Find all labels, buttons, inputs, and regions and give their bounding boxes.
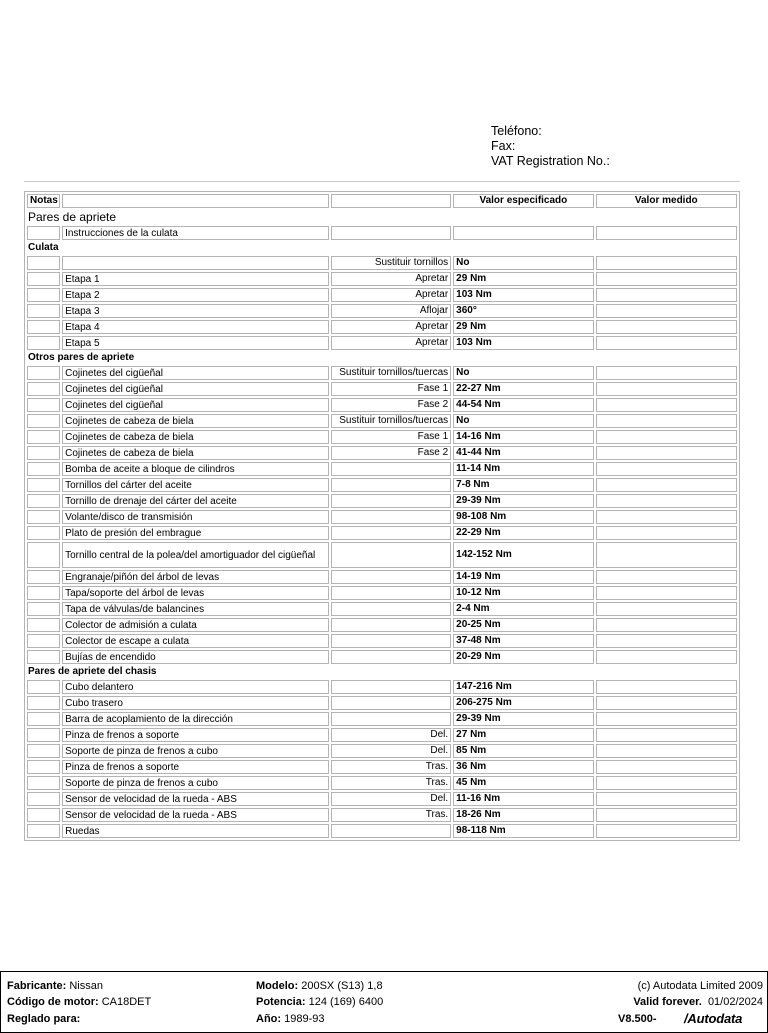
table-row [27, 462, 737, 476]
measured-value-cell [596, 808, 737, 822]
table-row [27, 272, 737, 286]
fax-label: Fax: [491, 139, 516, 153]
power-value: 124 (169) 6400 [308, 996, 384, 1008]
table-row [27, 586, 737, 600]
notes-cell [27, 760, 60, 774]
specified-value-cell: 14-16 Nm [453, 430, 593, 444]
condition-cell [331, 602, 451, 616]
measured-value-cell [596, 650, 737, 664]
specified-value-cell: No [453, 414, 593, 428]
specified-value-cell: 22-27 Nm [453, 382, 593, 396]
description-cell: Tornillo central de la polea/del amortiguador del cigüeñal [62, 542, 329, 568]
condition-cell: Fase 2 [331, 398, 451, 412]
specified-value-cell: 206-275 Nm [453, 696, 593, 710]
condition-cell [331, 510, 451, 524]
description-cell: Etapa 1 [62, 272, 329, 286]
condition-cell [331, 696, 451, 710]
description-cell: Cubo trasero [62, 696, 329, 710]
table-row [27, 256, 737, 270]
measured-value-cell [596, 272, 737, 286]
table-row [27, 320, 737, 334]
model-value: 200SX (S13) 1,8 [301, 980, 383, 992]
notes-cell [27, 728, 60, 742]
measured-value-cell [596, 382, 737, 396]
measured-value-cell [596, 542, 737, 568]
table-row [27, 792, 737, 806]
notes-cell [27, 462, 60, 476]
table-row [27, 808, 737, 822]
condition-cell: Sustituir tornillos/tuercas [331, 414, 451, 428]
measured-value-cell [596, 256, 737, 270]
notes-cell [27, 366, 60, 380]
condition-cell [331, 586, 451, 600]
description-cell: Cojinetes de cabeza de biela [62, 446, 329, 460]
specified-value-cell: 20-29 Nm [453, 650, 593, 664]
notes-cell [27, 272, 60, 286]
description-cell: Bomba de aceite a bloque de cilindros [62, 462, 329, 476]
condition-cell [331, 478, 451, 492]
specified-value-cell: 37-48 Nm [453, 634, 593, 648]
measured-value-cell [596, 510, 737, 524]
description-cell [62, 256, 329, 270]
measured-value-cell [596, 618, 737, 632]
description-cell: Instrucciones de la culata [62, 226, 329, 240]
table-row [27, 542, 737, 568]
measured-value-cell [596, 776, 737, 790]
year-value: 1989-93 [284, 1013, 325, 1025]
notes-cell [27, 680, 60, 694]
version-text: V8.500- [618, 1013, 657, 1025]
measured-value-cell [596, 430, 737, 444]
table-row [27, 776, 737, 790]
notes-cell [27, 304, 60, 318]
torque-table [24, 191, 740, 841]
section-row [27, 666, 737, 678]
notes-cell [27, 570, 60, 584]
notes-cell [27, 712, 60, 726]
table-row [27, 382, 737, 396]
measured-value-cell [596, 792, 737, 806]
measured-value-cell [596, 712, 737, 726]
model-field: Modelo: 200SX (S13) 1,8 [256, 980, 383, 992]
notes-cell [27, 776, 60, 790]
condition-cell [331, 226, 451, 240]
measured-value-cell [596, 634, 737, 648]
header-condition [331, 194, 451, 208]
description-cell: Etapa 4 [62, 320, 329, 334]
condition-cell: Del. [331, 744, 451, 758]
measured-value-cell [596, 414, 737, 428]
measured-value-cell [596, 824, 737, 838]
notes-cell [27, 336, 60, 350]
description-cell: Cubo delantero [62, 680, 329, 694]
notes-cell [27, 382, 60, 396]
notes-cell [27, 808, 60, 822]
contact-block [491, 124, 610, 169]
description-cell: Ruedas [62, 824, 329, 838]
measured-value-cell [596, 680, 737, 694]
description-cell: Tapa/soporte del árbol de levas [62, 586, 329, 600]
description-cell: Cojinetes del cigüeñal [62, 398, 329, 412]
description-cell: Bujías de encendido [62, 650, 329, 664]
condition-cell [331, 634, 451, 648]
condition-cell [331, 526, 451, 540]
condition-cell: Sustituir tornillos/tuercas [331, 366, 451, 380]
phone-label: Teléfono: [491, 124, 542, 138]
section-row [27, 242, 737, 254]
table-row [27, 570, 737, 584]
description-cell: Tornillo de drenaje del cárter del aceite [62, 494, 329, 508]
description-cell: Pinza de frenos a soporte [62, 728, 329, 742]
specified-value-cell: 11-16 Nm [453, 792, 593, 806]
engine-code-value: CA18DET [101, 996, 152, 1008]
table-row [27, 430, 737, 444]
condition-cell: Aflojar [331, 304, 451, 318]
table-row [27, 398, 737, 412]
specified-value-cell: 36 Nm [453, 760, 593, 774]
engine-code-field: Código de motor: CA18DET [7, 996, 152, 1008]
table-row [27, 744, 737, 758]
notes-cell [27, 288, 60, 302]
measured-value-cell [596, 494, 737, 508]
condition-cell: Apretar [331, 272, 451, 286]
adjusted-for-field: Reglado para: [7, 1013, 81, 1025]
description-cell: Tapa de válvulas/de balancines [62, 602, 329, 616]
measured-value-cell [596, 304, 737, 318]
table-row [27, 478, 737, 492]
autodata-logo: /Autodata [684, 1011, 743, 1026]
notes-cell [27, 542, 60, 568]
condition-cell: Sustituir tornillos [331, 256, 451, 270]
table-row [27, 288, 737, 302]
description-cell: Cojinetes de cabeza de biela [62, 430, 329, 444]
notes-cell [27, 320, 60, 334]
notes-cell [27, 618, 60, 632]
table-row [27, 680, 737, 694]
specified-value-cell: 2-4 Nm [453, 602, 593, 616]
table-row [27, 336, 737, 350]
measured-value-cell [596, 744, 737, 758]
year-field: Año: 1989-93 [256, 1013, 325, 1025]
condition-cell [331, 618, 451, 632]
measured-value-cell [596, 696, 737, 710]
notes-cell [27, 430, 60, 444]
specified-value-cell: 7-8 Nm [453, 478, 593, 492]
specified-value-cell: 10-12 Nm [453, 586, 593, 600]
measured-value-cell [596, 570, 737, 584]
condition-cell: Apretar [331, 320, 451, 334]
description-cell: Pinza de frenos a soporte [62, 760, 329, 774]
condition-cell [331, 542, 451, 568]
description-cell: Tornillos del cárter del aceite [62, 478, 329, 492]
specified-value-cell: 360° [453, 304, 593, 318]
specified-value-cell: 41-44 Nm [453, 446, 593, 460]
specified-value-cell: 18-26 Nm [453, 808, 593, 822]
description-cell: Colector de admisión a culata [62, 618, 329, 632]
power-field: Potencia: 124 (169) 6400 [256, 996, 384, 1008]
table-row [27, 712, 737, 726]
measured-value-cell [596, 226, 737, 240]
condition-cell: Fase 2 [331, 446, 451, 460]
description-cell: Barra de acoplamiento de la dirección [62, 712, 329, 726]
specified-value-cell: 147-216 Nm [453, 680, 593, 694]
notes-cell [27, 494, 60, 508]
table-header-row [27, 194, 737, 208]
specified-value-cell: 142-152 Nm [453, 542, 593, 568]
specified-value-cell: 20-25 Nm [453, 618, 593, 632]
measured-value-cell [596, 446, 737, 460]
measured-value-cell [596, 586, 737, 600]
table-row [27, 226, 737, 240]
specified-value-cell: 29-39 Nm [453, 712, 593, 726]
measured-value-cell [596, 336, 737, 350]
measured-value-cell [596, 760, 737, 774]
vat-label: VAT Registration No.: [491, 154, 610, 168]
condition-cell: Tras. [331, 808, 451, 822]
condition-cell: Tras. [331, 760, 451, 774]
description-cell: Sensor de velocidad de la rueda - ABS [62, 792, 329, 806]
condition-cell: Del. [331, 792, 451, 806]
condition-cell [331, 494, 451, 508]
specified-value-cell: 98-108 Nm [453, 510, 593, 524]
notes-cell [27, 824, 60, 838]
table-row [27, 602, 737, 616]
condition-cell: Fase 1 [331, 430, 451, 444]
specified-value-cell: 27 Nm [453, 728, 593, 742]
table-row [27, 634, 737, 648]
condition-cell: Apretar [331, 336, 451, 350]
notes-cell [27, 696, 60, 710]
header-measured-value: Valor medido [596, 194, 737, 208]
notes-cell [27, 744, 60, 758]
table-row [27, 760, 737, 774]
section-heading: Culata [28, 242, 59, 253]
notes-cell [27, 446, 60, 460]
header-notes: Notas [27, 194, 60, 208]
specified-value-cell: 29-39 Nm [453, 494, 593, 508]
table-title-row [27, 210, 737, 224]
table-row [27, 824, 737, 838]
notes-cell [27, 398, 60, 412]
table-row [27, 696, 737, 710]
notes-cell [27, 602, 60, 616]
condition-cell: Apretar [331, 288, 451, 302]
table-row [27, 650, 737, 664]
condition-cell: Tras. [331, 776, 451, 790]
measured-value-cell [596, 602, 737, 616]
description-cell: Engranaje/piñón del árbol de levas [62, 570, 329, 584]
table-row [27, 304, 737, 318]
notes-cell [27, 792, 60, 806]
table-row [27, 414, 737, 428]
header-specified-value: Valor especificado [453, 194, 593, 208]
table-row [27, 728, 737, 742]
condition-cell [331, 712, 451, 726]
description-cell: Etapa 3 [62, 304, 329, 318]
specified-value-cell [453, 226, 593, 240]
specified-value-cell: 44-54 Nm [453, 398, 593, 412]
specified-value-cell: 98-118 Nm [453, 824, 593, 838]
specified-value-cell: 29 Nm [453, 320, 593, 334]
date-value: 01/02/2024 [707, 996, 763, 1008]
specified-value-cell: No [453, 366, 593, 380]
description-cell: Cojinetes del cigüeñal [62, 382, 329, 396]
measured-value-cell [596, 366, 737, 380]
specified-value-cell: 103 Nm [453, 288, 593, 302]
notes-cell [27, 510, 60, 524]
condition-cell: Fase 1 [331, 382, 451, 396]
condition-cell [331, 570, 451, 584]
notes-cell [27, 226, 60, 240]
specified-value-cell: 45 Nm [453, 776, 593, 790]
divider [24, 181, 740, 182]
description-cell: Soporte de pinza de frenos a cubo [62, 744, 329, 758]
measured-value-cell [596, 320, 737, 334]
description-cell: Etapa 2 [62, 288, 329, 302]
notes-cell [27, 526, 60, 540]
specified-value-cell: 11-14 Nm [453, 462, 593, 476]
notes-cell [27, 256, 60, 270]
notes-cell [27, 478, 60, 492]
manufacturer-value: Nissan [69, 980, 103, 992]
description-cell: Soporte de pinza de frenos a cubo [62, 776, 329, 790]
table-row [27, 510, 737, 524]
copyright-text: (c) Autodata Limited 2009 [637, 980, 763, 992]
specified-value-cell: 103 Nm [453, 336, 593, 350]
table-row [27, 366, 737, 380]
section-heading: Pares de apriete del chasis [28, 666, 157, 677]
measured-value-cell [596, 288, 737, 302]
condition-cell: Del. [331, 728, 451, 742]
manufacturer-field: Fabricante: Nissan [7, 980, 103, 992]
notes-cell [27, 586, 60, 600]
notes-cell [27, 634, 60, 648]
description-cell: Etapa 5 [62, 336, 329, 350]
condition-cell [331, 650, 451, 664]
notes-cell [27, 414, 60, 428]
table-row [27, 618, 737, 632]
specified-value-cell: No [453, 256, 593, 270]
notes-cell [27, 650, 60, 664]
validity-field: Valid forever. 01/02/2024 [633, 996, 763, 1008]
measured-value-cell [596, 398, 737, 412]
table-row [27, 446, 737, 460]
description-cell: Volante/disco de transmisión [62, 510, 329, 524]
section-heading: Otros pares de apriete [28, 352, 135, 363]
specified-value-cell: 85 Nm [453, 744, 593, 758]
table-row [27, 526, 737, 540]
section-row [27, 352, 737, 364]
measured-value-cell [596, 526, 737, 540]
description-cell: Plato de presión del embrague [62, 526, 329, 540]
condition-cell [331, 680, 451, 694]
header-description [62, 194, 329, 208]
condition-cell [331, 824, 451, 838]
specified-value-cell: 29 Nm [453, 272, 593, 286]
measured-value-cell [596, 728, 737, 742]
condition-cell [331, 462, 451, 476]
table-title: Pares de apriete [28, 210, 117, 224]
description-cell: Colector de escape a culata [62, 634, 329, 648]
description-cell: Sensor de velocidad de la rueda - ABS [62, 808, 329, 822]
specified-value-cell: 14-19 Nm [453, 570, 593, 584]
measured-value-cell [596, 478, 737, 492]
measured-value-cell [596, 462, 737, 476]
specified-value-cell: 22-29 Nm [453, 526, 593, 540]
table-row [27, 494, 737, 508]
description-cell: Cojinetes de cabeza de biela [62, 414, 329, 428]
description-cell: Cojinetes del cigüeñal [62, 366, 329, 380]
